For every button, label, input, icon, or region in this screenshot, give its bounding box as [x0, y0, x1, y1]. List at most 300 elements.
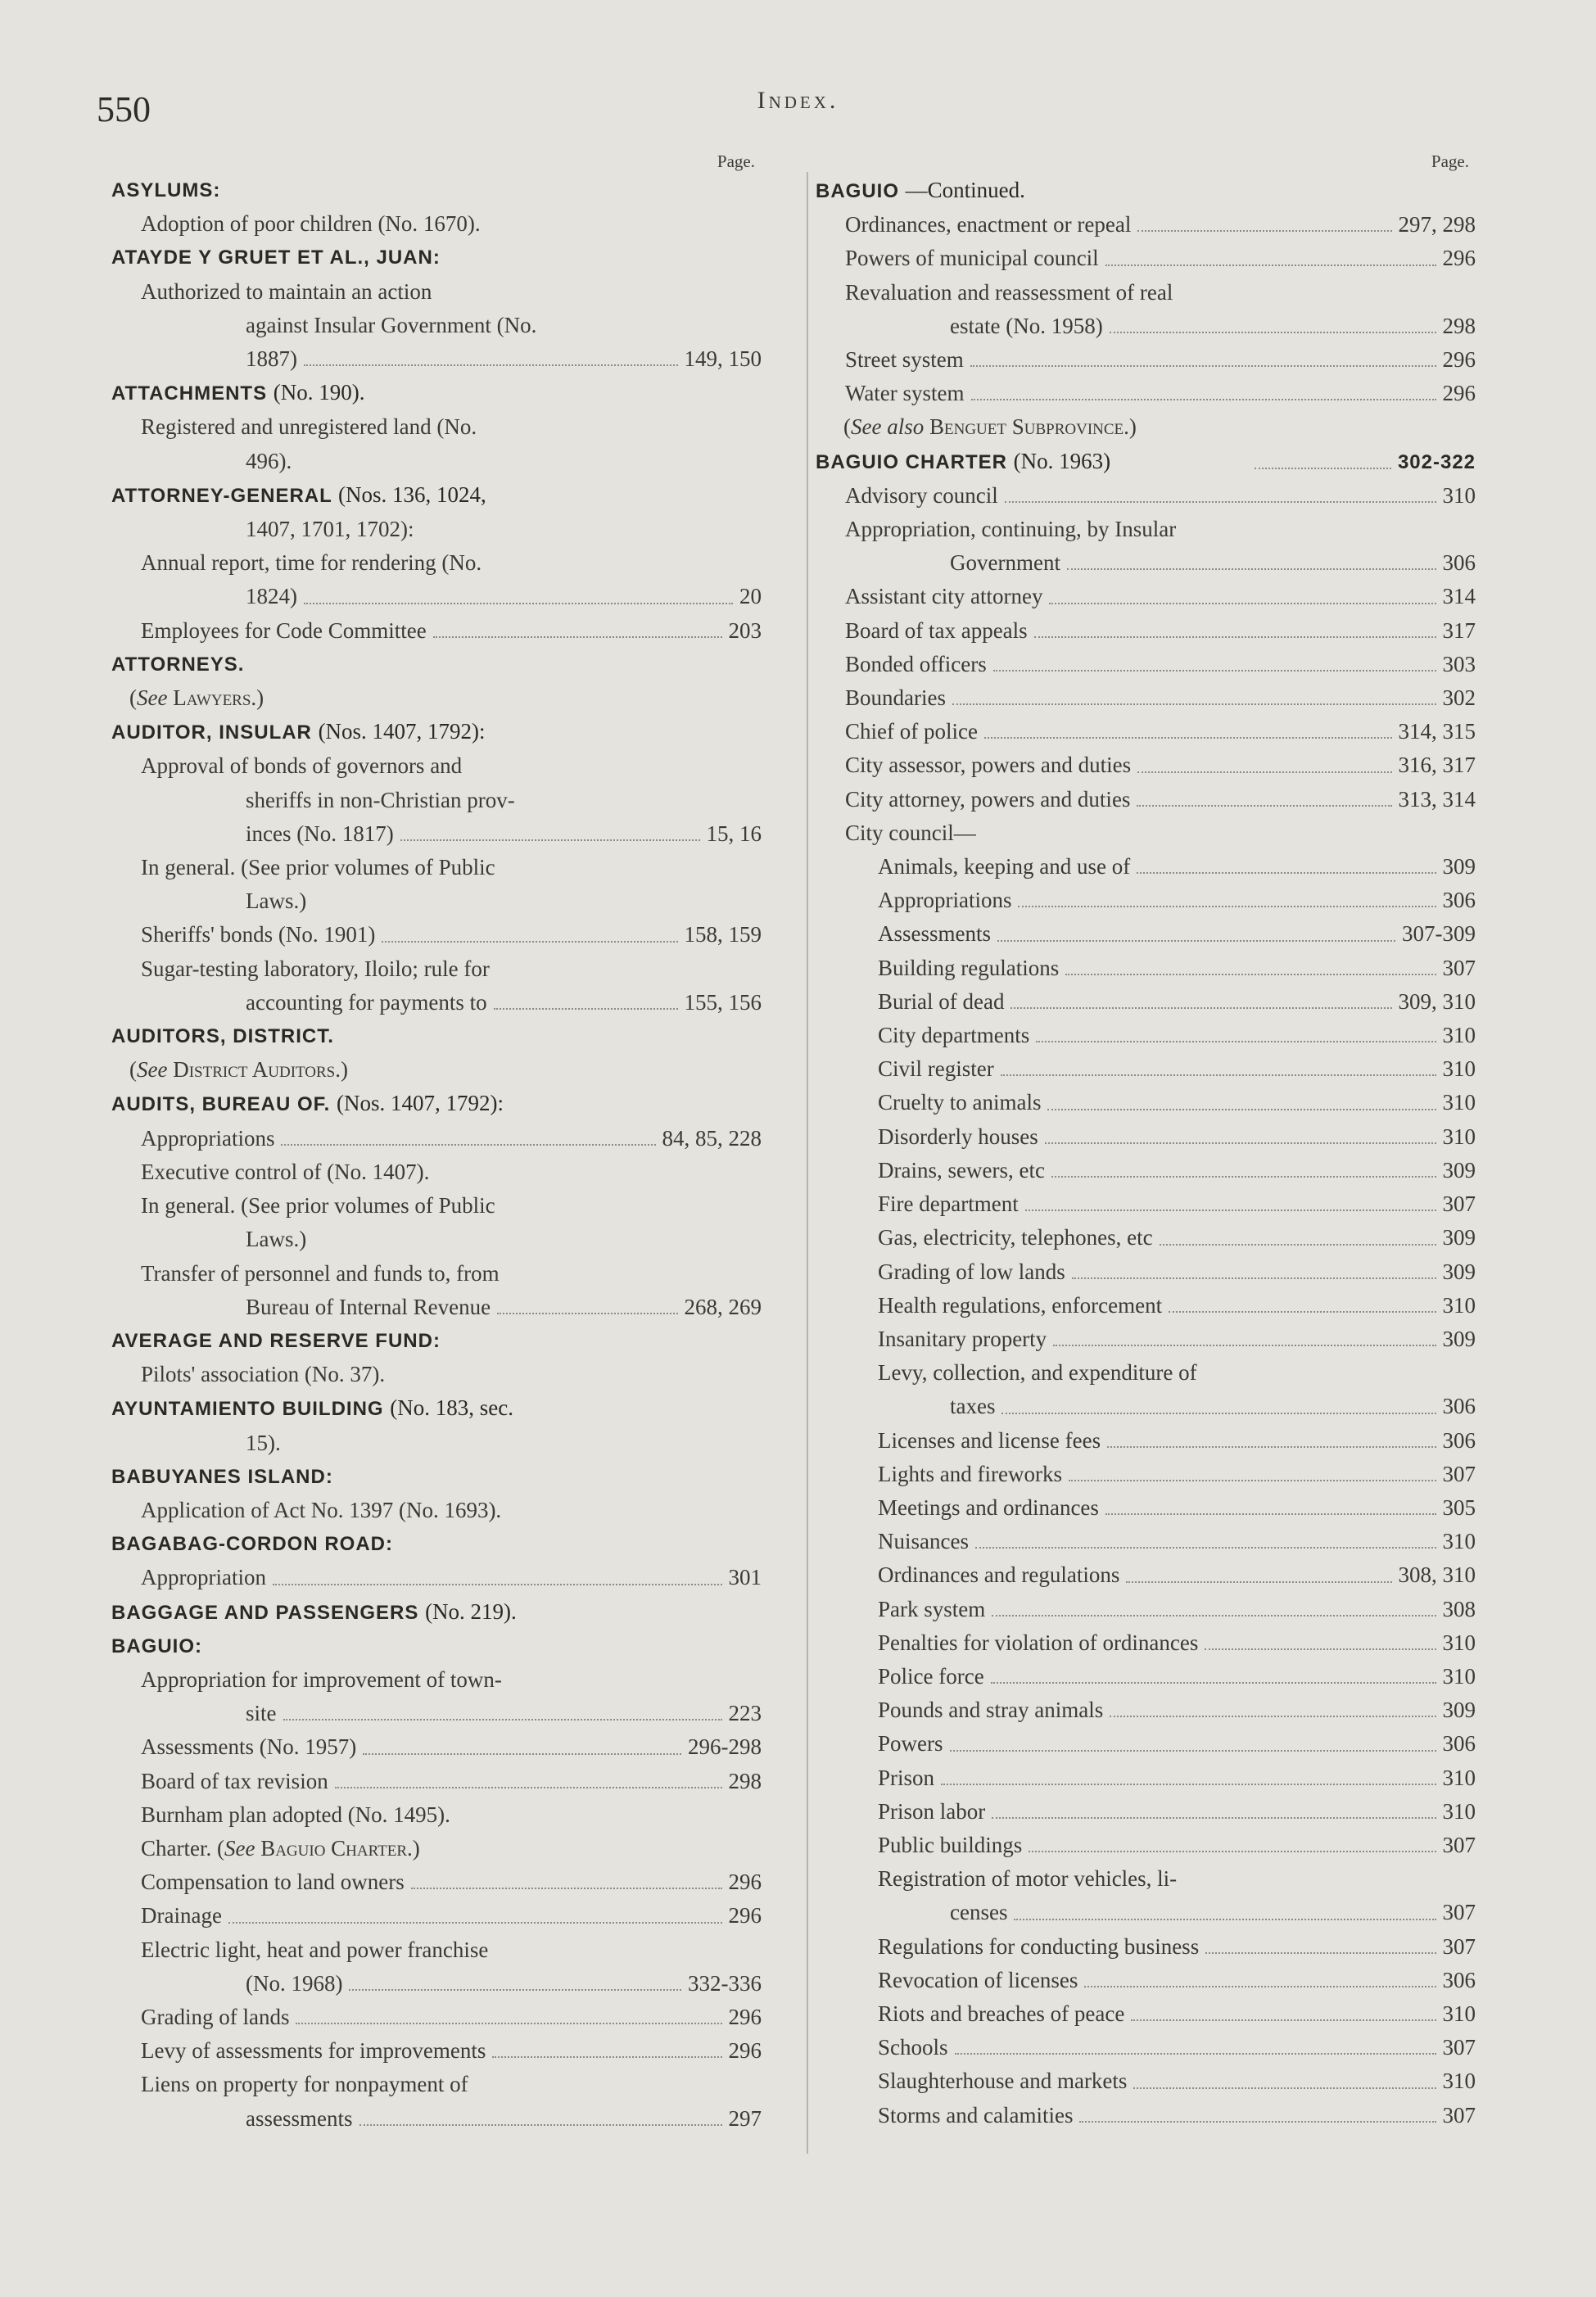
leader-dots	[1001, 1413, 1435, 1414]
entry-text: (No. 1968)	[246, 1970, 343, 1996]
entry-text: Powers	[878, 1731, 943, 1757]
entry-text: Regulations for conducting business	[878, 1933, 1200, 1959]
index-entry	[106, 1865, 762, 1899]
entry-text: Charter.	[141, 1835, 217, 1861]
entry-text: against Insular Government (No.	[246, 312, 537, 337]
index-entry	[106, 1122, 762, 1155]
index-entry	[106, 1899, 762, 1933]
leader-dots	[494, 1008, 678, 1010]
page-reference: 310	[1442, 1798, 1476, 1824]
cross-reference: (See Lawyers.)	[129, 685, 264, 711]
index-entry	[106, 1358, 762, 1391]
leader-dots	[400, 839, 700, 841]
entry-text: City attorney, powers and duties	[845, 786, 1131, 812]
page-reference: 297	[728, 2105, 762, 2131]
leader-dots	[970, 365, 1436, 367]
index-entry	[106, 546, 762, 580]
entry-continuation	[811, 1896, 1476, 1929]
index-entry	[811, 1086, 1476, 1119]
index-entry	[106, 1494, 762, 1527]
index-entry	[106, 2068, 762, 2101]
index-entry	[106, 275, 762, 309]
entry-continuation	[811, 546, 1476, 580]
entry-text: Lights and fireworks	[878, 1461, 1062, 1486]
heading-text: AYUNTAMIENTO BUILDING (No. 183, sec.	[111, 1395, 513, 1421]
entry-text: Revaluation and reassessment of real	[845, 279, 1173, 305]
leader-dots	[283, 1719, 722, 1720]
index-entry	[106, 1933, 762, 1967]
index-entry	[811, 1558, 1476, 1592]
leader-dots	[1105, 265, 1436, 266]
index-entry	[106, 207, 762, 241]
leader-dots	[992, 1615, 1435, 1616]
page-reference: 310	[1442, 1023, 1476, 1048]
entry-text: Grading of lands	[141, 2004, 290, 2029]
page-reference: 306	[1442, 888, 1476, 913]
leader-dots	[1105, 1513, 1436, 1515]
index-entry	[811, 1964, 1476, 1997]
index-entry	[811, 715, 1476, 748]
running-head: Index.	[757, 87, 839, 114]
column-divider	[807, 172, 808, 2154]
leader-dots	[1051, 1176, 1436, 1178]
index-entry	[811, 1593, 1476, 1626]
index-entry	[106, 851, 762, 884]
entry-text: City departments	[878, 1023, 1030, 1048]
page-reference: 296	[728, 2004, 762, 2029]
index-entry	[811, 850, 1476, 884]
leader-dots	[349, 1989, 681, 1991]
index-entry	[811, 614, 1476, 648]
page-reference: 309	[1442, 1259, 1476, 1284]
leader-dots	[955, 2053, 1436, 2055]
heading-text: BAGUIO:	[111, 1635, 202, 1657]
leader-dots	[1137, 771, 1391, 773]
leader-dots	[975, 1547, 1436, 1549]
page-reference: 309	[1442, 1157, 1476, 1182]
heading-reference: (Nos. 1407, 1792):	[337, 1091, 504, 1116]
page-number: 550	[97, 89, 151, 129]
entry-text: 1887)	[246, 346, 297, 372]
see-target: District Auditors.	[173, 1057, 341, 1083]
entry-text: Laws.)	[246, 889, 307, 914]
entry-text: Street system	[845, 347, 964, 373]
page-reference: 158, 159	[684, 922, 762, 947]
page-reference: 296	[1442, 246, 1476, 271]
entry-text: Pilots' association (No. 37).	[141, 1362, 386, 1387]
page-reference: 303	[1442, 651, 1476, 676]
page-reference: 306	[1442, 1394, 1476, 1419]
index-entry	[811, 276, 1476, 310]
entry-text: Ordinances, enactment or repeal	[845, 212, 1132, 237]
entry-text: Chief of police	[845, 719, 978, 744]
index-entry	[811, 1626, 1476, 1660]
index-entry	[106, 1155, 762, 1189]
see-target: Lawyers.	[173, 685, 257, 711]
entry-text: 496).	[246, 448, 292, 473]
entry-text: Penalties for violation of ordinances	[878, 1630, 1199, 1655]
leader-dots	[411, 1888, 722, 1889]
index-entry	[811, 1829, 1476, 1862]
entry-text: Insanitary property	[878, 1326, 1047, 1351]
page-reference: 307	[1442, 1461, 1476, 1486]
page-reference: 310	[1442, 1090, 1476, 1115]
index-entry	[811, 343, 1476, 377]
index-heading	[106, 1324, 762, 1358]
entry-text: 1407, 1701, 1702):	[246, 517, 414, 542]
index-entry	[811, 1187, 1476, 1221]
entry-text: Adoption of poor children (No. 1670).	[141, 211, 481, 237]
index-entry	[106, 952, 762, 986]
page-reference: 84, 85, 228	[662, 1125, 762, 1151]
page-reference: 297, 298	[1398, 212, 1476, 237]
leader-dots	[228, 1922, 722, 1924]
entry-text: Assessments (No. 1957)	[141, 1734, 357, 1760]
leader-dots	[273, 1584, 722, 1585]
entry-text: accounting for payments to	[246, 989, 487, 1015]
cross-reference: (See also Benguet Subprovince.)	[843, 414, 1137, 440]
page-reference: 309	[1442, 1698, 1476, 1723]
index-entry	[811, 1019, 1476, 1052]
page-reference: 310	[1442, 1630, 1476, 1655]
entry-text: assessments	[246, 2105, 353, 2131]
index-entry	[811, 783, 1476, 816]
entry-text: Water system	[845, 381, 965, 406]
page-reference: 310	[1442, 1663, 1476, 1689]
leader-dots	[304, 603, 733, 604]
entry-text: Grading of low lands	[878, 1259, 1065, 1284]
entry-text: City council—	[845, 820, 976, 845]
index-entry	[811, 1930, 1476, 1964]
heading-text: ATTORNEYS.	[111, 653, 245, 676]
page-reference: 307	[1442, 2035, 1476, 2060]
index-heading	[106, 478, 762, 513]
index-entry	[811, 1052, 1476, 1086]
index-heading	[106, 1595, 762, 1630]
page-reference: 296	[728, 1903, 762, 1928]
leader-dots	[1067, 568, 1436, 570]
entry-text: Revocation of licenses	[878, 1967, 1078, 1992]
index-entry	[811, 1323, 1476, 1356]
index-entry	[811, 1289, 1476, 1323]
page-reference: 310	[1442, 1124, 1476, 1149]
index-entry	[811, 1458, 1476, 1491]
index-entry	[811, 1154, 1476, 1187]
entry-text: Bureau of Internal Revenue	[246, 1294, 491, 1319]
leader-dots	[1110, 1716, 1435, 1717]
entry-text: Building regulations	[878, 955, 1060, 980]
page-reference: 308	[1442, 1596, 1476, 1621]
index-entry	[811, 917, 1476, 951]
entry-continuation	[106, 1697, 762, 1730]
entry-text: Compensation to land owners	[141, 1870, 405, 1895]
entry-text: inces (No. 1817)	[246, 821, 394, 846]
entry-text: Public buildings	[878, 1832, 1023, 1857]
leader-dots	[433, 636, 722, 638]
leader-dots	[1205, 1648, 1435, 1650]
index-entry	[811, 479, 1476, 513]
leader-dots	[1137, 230, 1391, 232]
entry-continuation	[106, 986, 762, 1020]
index-heading	[106, 1527, 762, 1561]
index-heading	[811, 174, 1476, 208]
index-entry	[106, 1663, 762, 1697]
entry-continuation	[106, 784, 762, 817]
entry-continuation	[106, 580, 762, 613]
heading-reference: (Nos. 136, 1024,	[338, 482, 486, 507]
entry-text: Assessments	[878, 921, 992, 947]
page-reference: 305	[1442, 1494, 1476, 1520]
index-entry	[811, 2099, 1476, 2132]
index-entry	[106, 1798, 762, 1832]
index-heading	[106, 174, 762, 207]
page-reference: 20	[739, 584, 762, 609]
index-entry	[106, 918, 762, 952]
page-reference: 309	[1442, 854, 1476, 879]
leader-dots	[1053, 1345, 1435, 1346]
index-entry	[811, 681, 1476, 715]
leader-dots	[1049, 603, 1435, 604]
entry-text: Sheriffs' bonds (No. 1901)	[141, 922, 376, 947]
see-label: See	[137, 1057, 168, 1083]
index-entry	[106, 2001, 762, 2034]
leader-dots	[1005, 501, 1436, 503]
leader-dots	[993, 670, 1436, 671]
index-entry	[106, 1561, 762, 1594]
leader-dots	[1126, 1581, 1391, 1583]
page-reference: 149, 150	[684, 346, 762, 372]
page-reference: 313, 314	[1398, 786, 1476, 812]
heading-text: AUDITS, BUREAU OF. (Nos. 1407, 1792):	[111, 1091, 504, 1116]
entry-text: Nuisances	[878, 1529, 969, 1554]
entry-text: Sugar-testing laboratory, Iloilo; rule for	[141, 956, 490, 981]
page-reference: 314, 315	[1398, 719, 1476, 744]
heading-text: BAGUIO —Continued.	[816, 178, 1025, 202]
index-heading	[106, 1630, 762, 1663]
entry-text: Government	[950, 550, 1060, 576]
page-reference: 310	[1442, 2001, 1476, 2026]
entry-text: Registered and unregistered land (No.	[141, 414, 477, 440]
leader-dots	[1065, 974, 1435, 975]
leader-dots	[1045, 1142, 1436, 1144]
entry-text: 15).	[246, 1430, 281, 1455]
heading-text: ATTORNEY-GENERAL (Nos. 136, 1024,	[111, 482, 486, 507]
entry-text: Prison labor	[878, 1798, 986, 1824]
index-entry	[811, 1693, 1476, 1727]
entry-text: Slaughterhouse and markets	[878, 2069, 1128, 2094]
entry-text: Appropriation for improvement of town-	[141, 1666, 502, 1692]
index-heading	[106, 1020, 762, 1053]
entry-continuation	[106, 1967, 762, 2001]
leader-dots	[1001, 1074, 1436, 1076]
heading-text: BAGGAGE AND PASSENGERS (No. 219).	[111, 1598, 517, 1624]
see-target: Baguio Charter.	[260, 1835, 413, 1861]
entry-continuation	[106, 2102, 762, 2136]
entry-continuation	[811, 1390, 1476, 1423]
entry-text: In general. (See prior volumes of Public	[141, 855, 495, 880]
entry-continuation	[106, 309, 762, 342]
index-entry	[811, 884, 1476, 917]
heading-text: ASYLUMS:	[111, 179, 221, 201]
entry-text: censes	[950, 1900, 1008, 1925]
entry-text: Employees for Code Committee	[141, 617, 427, 643]
entry-text: Liens on property for nonpayment of	[141, 2072, 468, 2097]
page-reference: 317	[1442, 617, 1476, 643]
entry-text: Meetings and ordinances	[878, 1494, 1099, 1520]
entry-text: Schools	[878, 2035, 948, 2060]
heading-text: BABUYANES ISLAND:	[111, 1465, 333, 1488]
index-heading	[106, 648, 762, 681]
leader-dots	[304, 364, 678, 366]
leader-dots	[941, 1784, 1435, 1785]
entry-text: taxes	[950, 1394, 996, 1419]
leader-dots	[1034, 636, 1436, 638]
heading-reference: —Continued.	[905, 178, 1025, 202]
entry-text: Police force	[878, 1663, 984, 1689]
index-entry	[811, 1356, 1476, 1390]
index-heading	[106, 241, 762, 274]
page-reference: 302-322	[1397, 450, 1476, 473]
leader-dots	[1029, 1851, 1435, 1852]
leader-dots	[1133, 2087, 1435, 2089]
page-reference: 155, 156	[684, 989, 762, 1015]
page-column-label: Page.	[717, 151, 755, 171]
entry-text: Pounds and stray animals	[878, 1698, 1104, 1723]
page-reference: 316, 317	[1398, 753, 1476, 778]
page-reference: 307	[1442, 1832, 1476, 1857]
entry-text: estate (No. 1958)	[950, 313, 1103, 338]
see-target: Benguet Subprovince.	[929, 414, 1129, 440]
index-heading	[106, 1460, 762, 1494]
index-entry	[811, 1491, 1476, 1525]
index-entry	[811, 1795, 1476, 1829]
entry-continuation	[106, 1223, 762, 1256]
leader-dots	[1137, 805, 1391, 807]
index-entry	[811, 1221, 1476, 1255]
leader-dots	[363, 1753, 681, 1755]
leader-dots	[1079, 2121, 1435, 2123]
leader-dots	[1014, 1919, 1435, 1920]
entry-continuation	[106, 817, 762, 851]
entry-continuation	[106, 1291, 762, 1324]
index-entry	[811, 648, 1476, 681]
page-reference: 306	[1442, 550, 1476, 576]
heading-text: BAGABAG-CORDON ROAD:	[111, 1533, 393, 1556]
index-entry	[106, 1765, 762, 1798]
leader-dots	[1131, 2019, 1435, 2021]
page-reference: 296-298	[688, 1734, 762, 1760]
leader-dots	[1169, 1311, 1435, 1313]
entry-text: Riots and breaches of peace	[878, 2001, 1125, 2026]
entry-text: Appropriation, continuing, by Insular	[845, 517, 1177, 542]
leader-dots	[1010, 1007, 1391, 1009]
index-entry	[811, 816, 1476, 850]
page-reference: 307	[1442, 1191, 1476, 1217]
page-reference: 307	[1442, 1933, 1476, 1959]
index-entry	[811, 2031, 1476, 2064]
page-reference: 307	[1442, 1900, 1476, 1925]
index-entry	[811, 1761, 1476, 1795]
leader-dots	[1084, 1986, 1435, 1987]
index-entry	[811, 952, 1476, 985]
page-reference: 309, 310	[1398, 988, 1476, 1014]
index-entry	[811, 1120, 1476, 1154]
index-entry	[811, 208, 1476, 242]
leader-dots	[1255, 468, 1391, 469]
entry-text: Disorderly houses	[878, 1124, 1038, 1149]
entry-text: In general. (See prior volumes of Public	[141, 1193, 495, 1219]
leader-dots	[991, 1682, 1436, 1684]
entry-text: Advisory council	[845, 482, 998, 508]
heading-text: AVERAGE AND RESERVE FUND:	[111, 1329, 441, 1352]
see-label: See	[224, 1835, 255, 1861]
index-entry	[811, 1862, 1476, 1896]
entry-continuation	[106, 445, 762, 478]
page-reference: 310	[1442, 1765, 1476, 1790]
page-reference: 296	[1442, 347, 1476, 373]
heading-reference: (No. 1963)	[1013, 448, 1111, 473]
page-reference: 306	[1442, 1427, 1476, 1453]
leader-dots	[1072, 1277, 1436, 1279]
page-reference: 296	[728, 1870, 762, 1895]
index-entry	[811, 2064, 1476, 2098]
index-entry	[106, 614, 762, 648]
page-reference: 296	[728, 2038, 762, 2064]
page-reference: 307-309	[1402, 921, 1476, 947]
cross-reference: (See District Auditors.)	[129, 1057, 348, 1083]
entry-text: Appropriation	[141, 1565, 266, 1590]
leader-dots	[335, 1787, 722, 1788]
page-reference: 332-336	[688, 1970, 762, 1996]
entry-text: Animals, keeping and use of	[878, 854, 1131, 879]
entry-text: Boundaries	[845, 685, 946, 711]
page-reference: 309	[1442, 1225, 1476, 1250]
leader-dots	[1018, 906, 1435, 907]
entry-text: Health regulations, enforcement	[878, 1292, 1163, 1318]
page-reference: 307	[1442, 2102, 1476, 2127]
index-entry	[811, 985, 1476, 1019]
index-entry	[811, 580, 1476, 613]
leader-dots	[1205, 1952, 1435, 1954]
page-reference: 308, 310	[1398, 1562, 1476, 1588]
index-entry	[811, 748, 1476, 782]
page-reference: 310	[1442, 1056, 1476, 1082]
index-entry	[106, 749, 762, 783]
index-entry	[811, 1660, 1476, 1693]
entry-text: Gas, electricity, telephones, etc	[878, 1225, 1153, 1250]
index-heading	[811, 445, 1476, 479]
entry-text: Board of tax appeals	[845, 617, 1028, 643]
page-reference: 298	[728, 1768, 762, 1793]
leader-dots	[1036, 1041, 1435, 1042]
left-column	[106, 149, 762, 2136]
page-reference: 301	[728, 1565, 762, 1590]
entry-text: Powers of municipal council	[845, 246, 1099, 271]
heading-text: BAGUIO CHARTER (No. 1963)	[816, 448, 1111, 473]
right-column	[811, 149, 1476, 2132]
index-entry	[106, 1257, 762, 1291]
index-entry	[811, 1255, 1476, 1289]
leader-dots	[1047, 1109, 1435, 1110]
page-reference: 298	[1442, 313, 1476, 338]
entry-text: Approval of bonds of governors and	[141, 753, 463, 779]
entry-text: Levy, collection, and expenditure of	[878, 1360, 1197, 1386]
entry-text: Laws.)	[246, 1227, 307, 1252]
heading-text: AUDITOR, INSULAR (Nos. 1407, 1792):	[111, 719, 486, 744]
index-entry	[811, 1525, 1476, 1558]
entry-text: Civil register	[878, 1056, 994, 1082]
heading-reference: (No. 190).	[273, 380, 365, 405]
